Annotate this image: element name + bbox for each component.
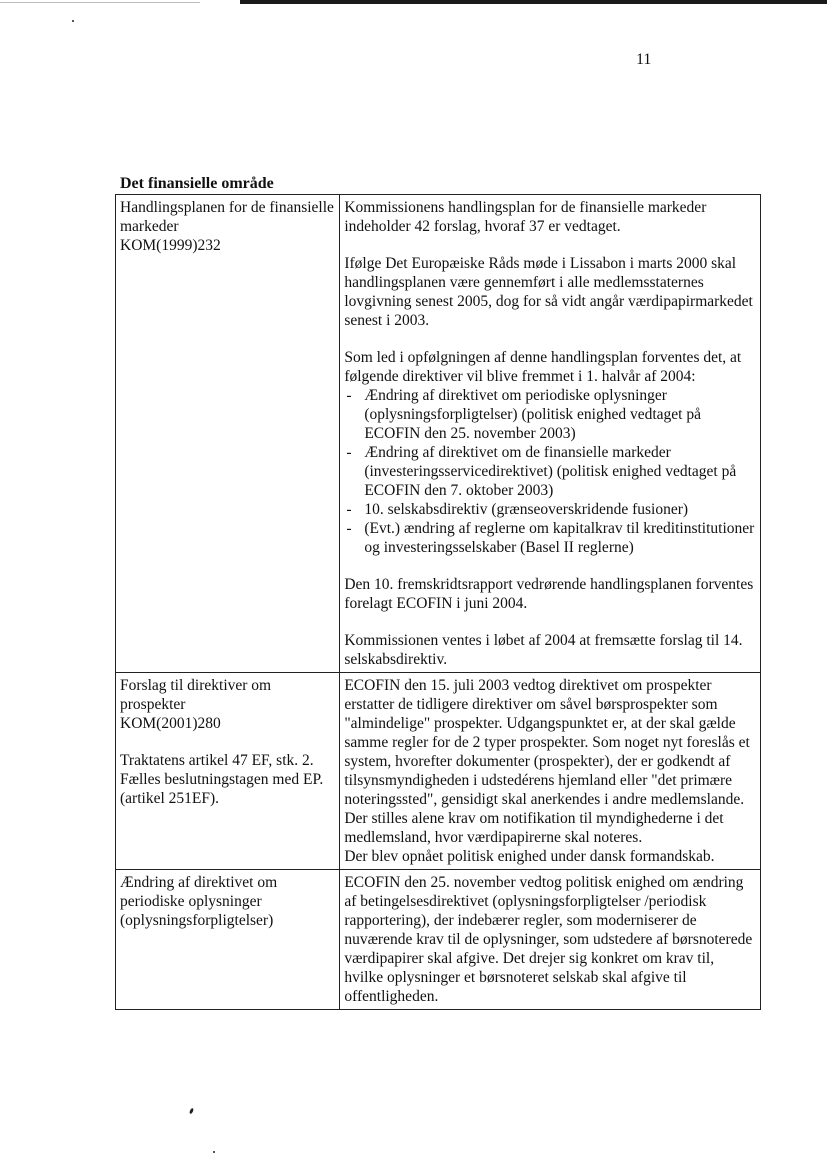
document-reference: KOM(2001)280 [120,715,221,732]
scan-edge-line [0,2,200,3]
row-label: Ændring af direktivet om periodiske oplysninger (oplysningsforpligtelser) [120,874,278,929]
scan-speck [189,1108,194,1115]
directive-list [344,386,756,557]
legal-basis: Traktatens artikel 47 EF, stk. 2. [120,752,314,769]
row-content-cell [340,195,761,673]
list-item: - Ændring af direktivet om de finansielle markeder (investeringsservicedirektivet) (politisk enighed vedtaget på ECOFIN den 7. oktober 2003) [344,443,756,500]
procedure: Fælles beslutningstagen med EP. [120,771,324,788]
paragraph: ECOFIN den 25. november vedtog politisk enighed om ændring af betingelsesdirektivet (oplysningsforpligtelser /periodisk rapportering), der indebærer regler, som moderniserer de nuværende krav til de oplysninger, som udstedere af børsnoterede værdipapirer skal afgive. Det drejer sig konkret om krav til, hvilke oplysninger et børsnoteret selskab skal afgive til offentligheden. [344,874,753,1005]
article-reference: (artikel 251EF). [120,790,220,807]
table-row [116,195,761,673]
table-row [116,870,761,1010]
list-item: - Ændring af direktivet om periodiske oplysninger (oplysningsforpligtelser) (politisk enighed vedtaget på ECOFIN den 25. november 2003) [344,386,756,443]
row-label-cell [116,195,340,673]
row-label: Forslag til direktiver om prospekter [120,677,272,713]
row-content-cell [340,673,761,870]
paragraph: ECOFIN den 15. juli 2003 vedtog direktivet om prospekter erstatter de tidligere direktiver om såvel børsprospekter som "almindelige" prospekter. Udgangspunktet er, at der skal gælde samme regler for de 2 typer prospekter. Som noget nyt foreslås et system, hvorefter dokumenter (prospekter), der er godkendt af tilsynsmyndigheden i udstedérens hjemland eller "det primære noteringssted", gensidigt skal anerkendes i andre medlemslande. Der stilles alene krav om notifikation til myndighederne i det medlemsland, hvor værdipapirerne skal noteres. [344,677,750,846]
paragraph: Der blev opnået politisk enighed under dansk formandskab. [344,848,715,865]
overview-table [115,194,761,1010]
paragraph: Som led i opfølgningen af denne handlingsplan forventes det, at følgende direktiver vil blive fremmet i 1. halvår af 2004: [344,349,742,385]
paragraph: Kommissionens handlingsplan for de finansielle markeder indeholder 42 forslag, hvoraf 37 er vedtaget. [344,199,707,235]
paragraph: Kommissionen ventes i løbet af 2004 at fremsætte forslag til 14. selskabsdirektiv. [344,632,743,668]
scan-speck [213,1151,215,1153]
table-row [116,673,761,870]
paragraph: Ifølge Det Europæiske Råds møde i Lissabon i marts 2000 skal handlingsplanen være gennemført i alle medlemsstaternes lovgivning senest 2005, dog for så vidt angår værdipapirmarkedet senest i 2003. [344,255,753,329]
list-item: - (Evt.) ændring af reglerne om kapitalkrav til kreditinstitutioner og investeringsselskaber (Basel II reglerne) [344,519,756,557]
scan-speck [72,20,74,22]
page-number: 11 [636,51,652,68]
section-title: Det finansielle område [120,175,274,192]
paragraph: Den 10. fremskridtsrapport vedrørende handlingsplanen forventes forelagt ECOFIN i juni 2004. [344,576,754,612]
row-label-cell [116,870,340,1010]
row-content-cell [340,870,761,1010]
scan-edge-line [240,0,827,4]
list-item: - 10. selskabsdirektiv (grænseoverskridende fusioner) [344,500,756,519]
row-label: Handlingsplanen for de finansielle markeder [120,199,334,235]
row-label-cell [116,673,340,870]
document-reference: KOM(1999)232 [120,237,221,254]
